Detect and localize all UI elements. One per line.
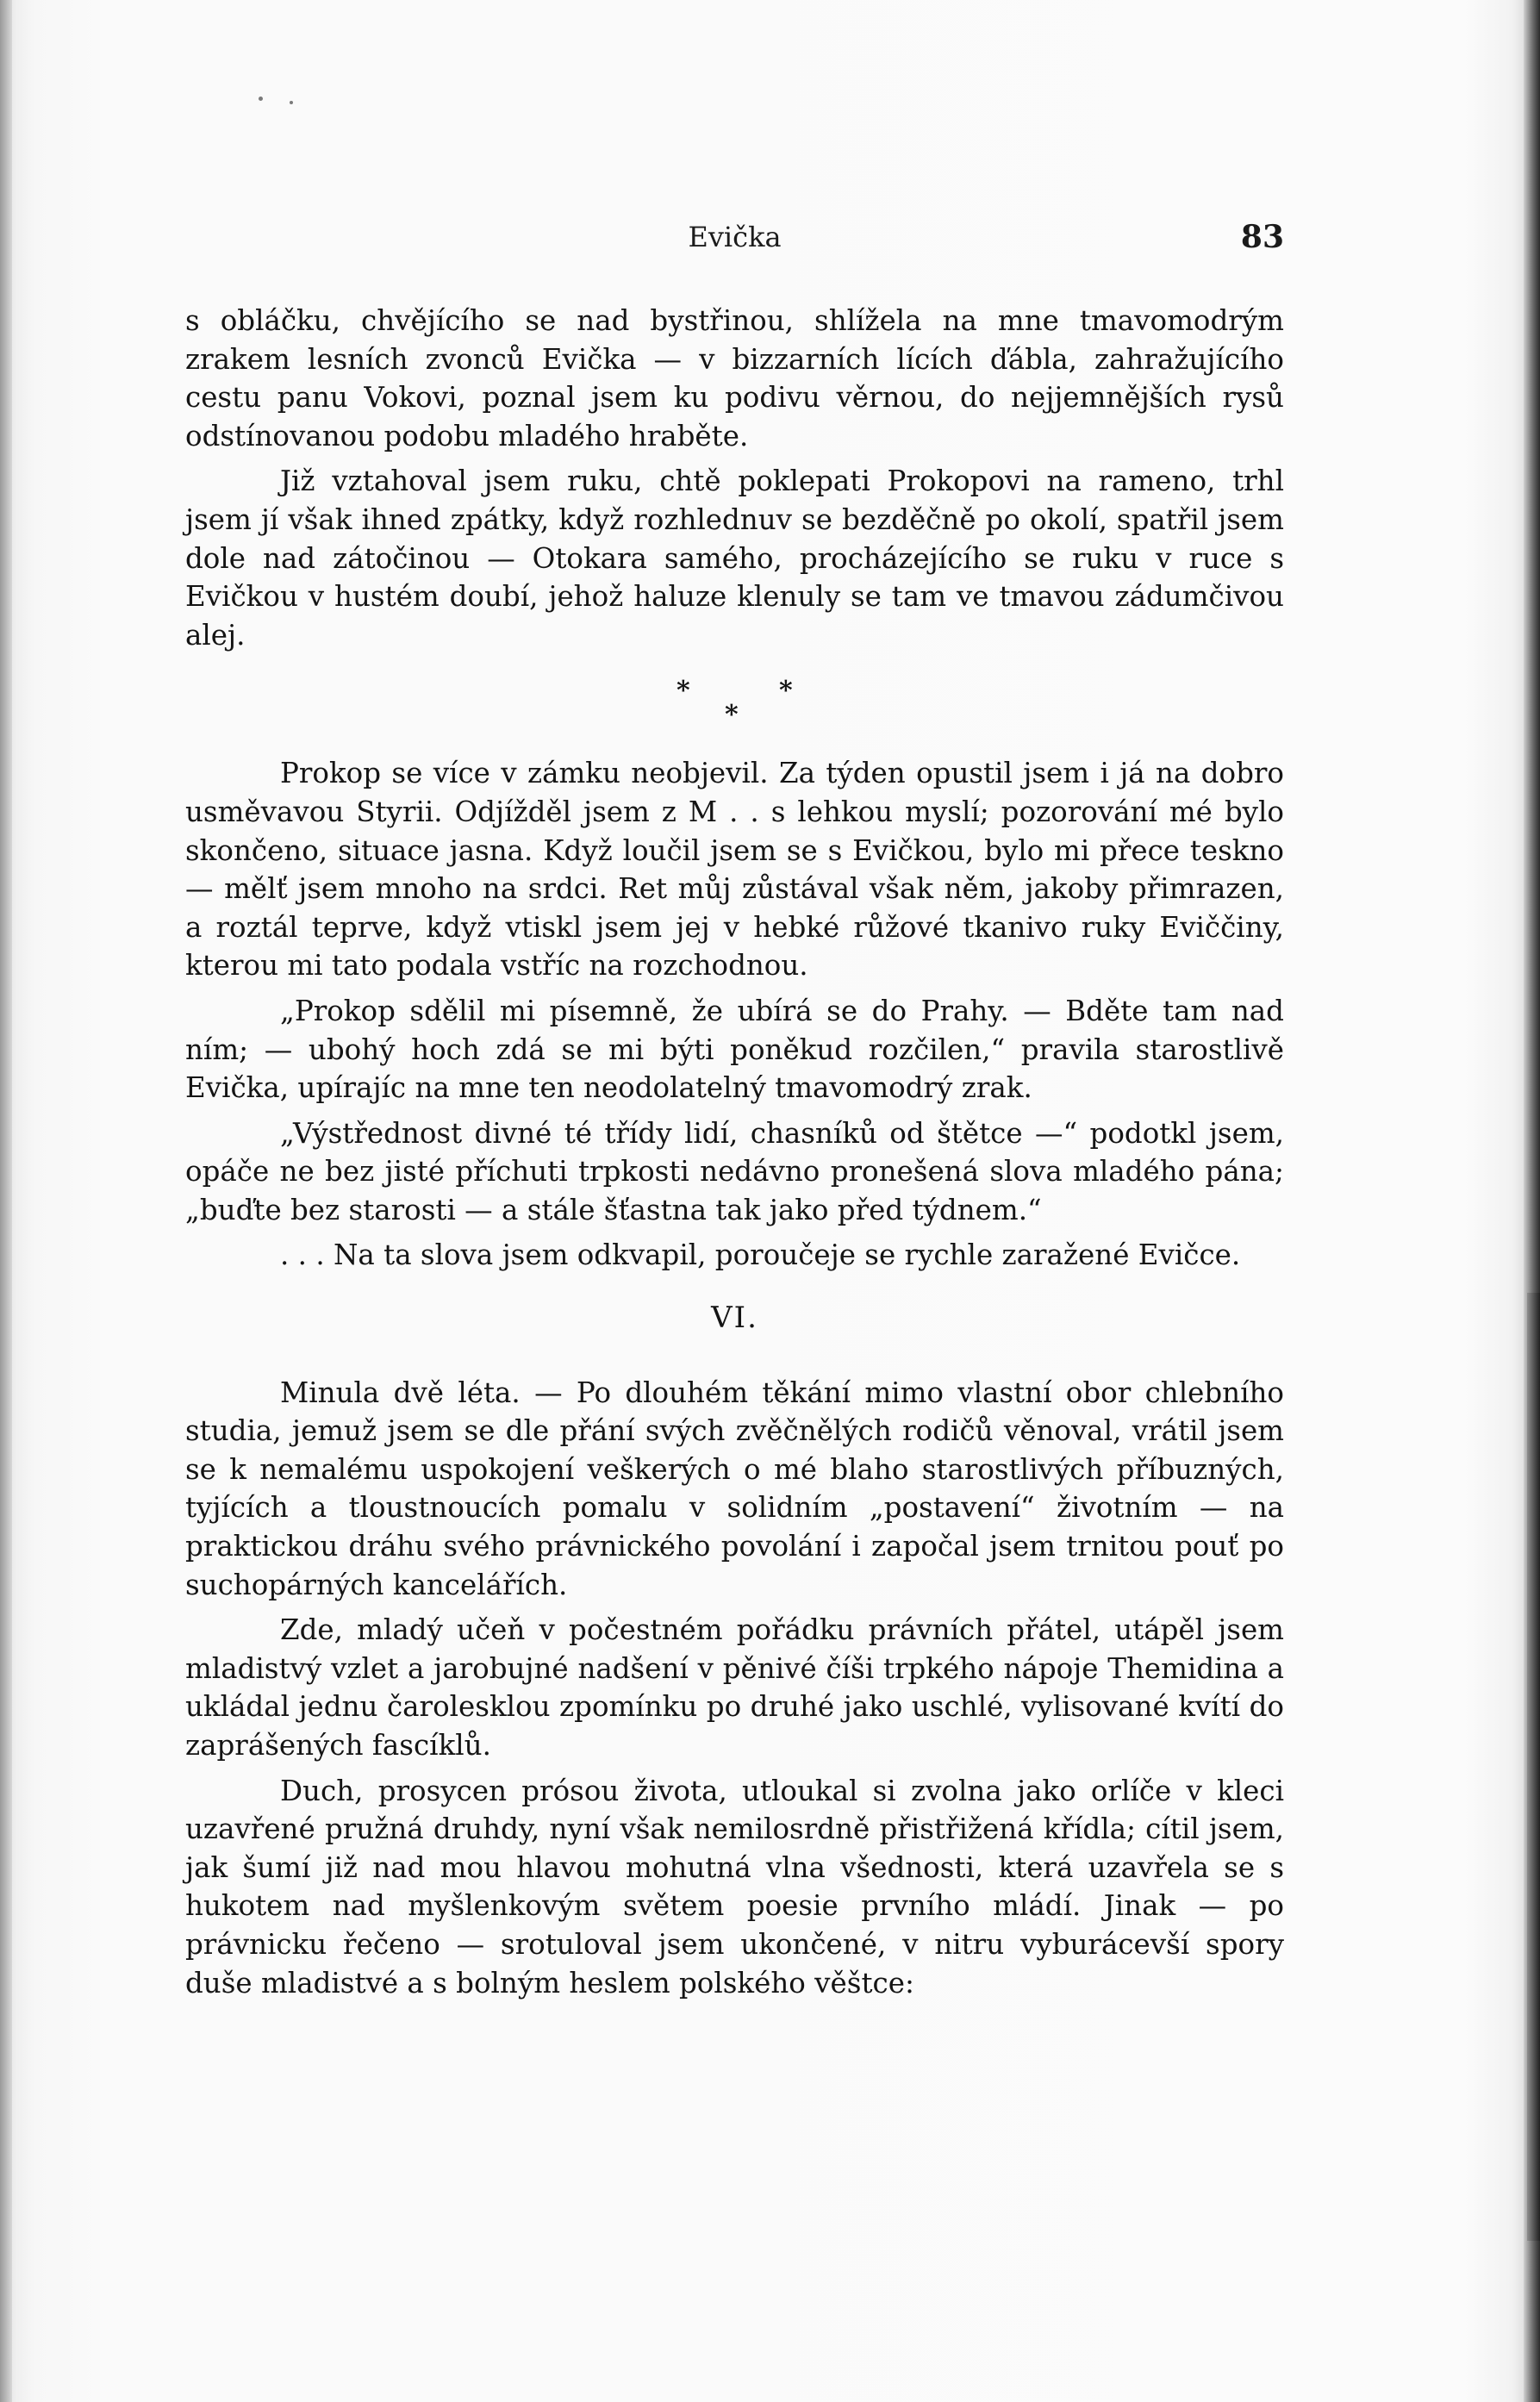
page-spine-shadow — [0, 0, 12, 2402]
paragraph: Minula dvě léta. — Po dlouhém těkání mimo vlastní obor chlebního studia, jemuž jsem se dle přání svých zvěčnělých rodičů věnoval, vrátil jsem se k nemalému uspokojení veškerých o mé blaho starostlivých příbuzných, tyjících a tloustnoucích pomalu v solidním „postavení“ životním — na praktickou dráhu svého právnického povolání i započal jsem trnitou pouť po suchopárných kancelářích. — [185, 1376, 1284, 1601]
paragraph: s obláčku, chvějícího se nad bystřinou, shlížela na mne tmavomodrým zrakem lesních zvonců Evička — v bizzarních lících ďábla, zahražujícího cestu panu Vokovi, poznal jsem ku podivu věrnou, do nejjemnějších rysů odstínovanou podobu mladého hraběte. — [185, 304, 1284, 452]
chapter-heading: VI. — [711, 1301, 758, 1336]
print-speck — [290, 101, 293, 104]
paragraph: „Výstřednost divné té třídy lidí, chasníků od štětce —“ podotkl jsem, opáče ne bez jisté příchuti trpkosti nedávno pronešená slova mladého pána; „buďte bez starosti — a stále šťastna tak jako před týdnem.“ — [185, 1116, 1284, 1226]
paragraph: . . . Na ta slova jsem odkvapil, poroučeje se rychle zaražené Evičce. — [280, 1238, 1241, 1272]
paragraph: Již vztahoval jsem ruku, chtě poklepati Prokopovi na rameno, trhl jsem jí však ihned zpátky, když rozhlednuv se bezděčně po okolí, spatřil jsem dole nad zátočinou — Otokara samého, procházejícího se ruku v ruce s Evičkou v hustém doubí, jehož haluze klenuly se tam ve tmavou zádumčivou alej. — [185, 465, 1284, 652]
running-header — [185, 215, 1284, 259]
separator-star: * — [725, 700, 739, 731]
separator-star: * — [676, 676, 690, 707]
running-title: Evička — [688, 221, 782, 253]
section-separator — [185, 661, 1284, 744]
page-number: 83 — [1240, 219, 1284, 255]
paragraph: Duch, prosycen prósou života, utloukal si zvolna jako orlíče v kleci uzavřené pružná druhdy, nyní však nemilosrdně přistřižená křídla; cítil jsem, jak šumí již nad mou hlavou mohutná vlna všednosti, která uzavřela se s hukotem nad myšlenkovým světem poesie prvního mládí. Jinak — po právnicku řečeno — srotuloval jsem ukončené, v nitru vyburácevší spory duše mladistvé a s bolným heslem polského věštce: — [185, 1774, 1284, 2000]
paragraph: Prokop se více v zámku neobjevil. Za týden opustil jsem i já na dobro usměvavou Styrii. Odjížděl jsem z M . . s lehkou myslí; pozorování mé bylo skončeno, situace jasna. Když loučil jsem se s Evičkou, bylo mi přece teskno — mělť jsem mnoho na srdci. Ret můj zůstával však něm, jakoby přimrazen, a roztál teprve, když vtiskl jsem jej v hebké růžové tkanivo ruky Eviččiny, kterou mi tato podala vstříc na rozchodnou. — [185, 757, 1284, 983]
body-text — [185, 302, 1284, 2009]
print-speck — [259, 97, 263, 101]
separator-star: * — [779, 676, 793, 707]
paragraph: Zde, mladý učeň v počestném pořádku právních přátel, utápěl jsem mladistvý vzlet a jarobujné nadšení v pěnivé číši trpkého nápoje Themidina a ukládal jednu čarolesklou zpomínku po druhé jako uschlé, vylisované kvítí do zaprášených fascíklů. — [185, 1613, 1284, 1762]
page-edge-dark — [1527, 1293, 1540, 2241]
paragraph: „Prokop sdělil mi písemně, že ubírá se do Prahy. — Bděte tam nad ním; — ubohý hoch zdá se mi býti poněkud rozčilen,“ pravila starostlivě Evička, upírajíc na mne ten neodolatelný tmavomodrý zrak. — [185, 994, 1284, 1105]
